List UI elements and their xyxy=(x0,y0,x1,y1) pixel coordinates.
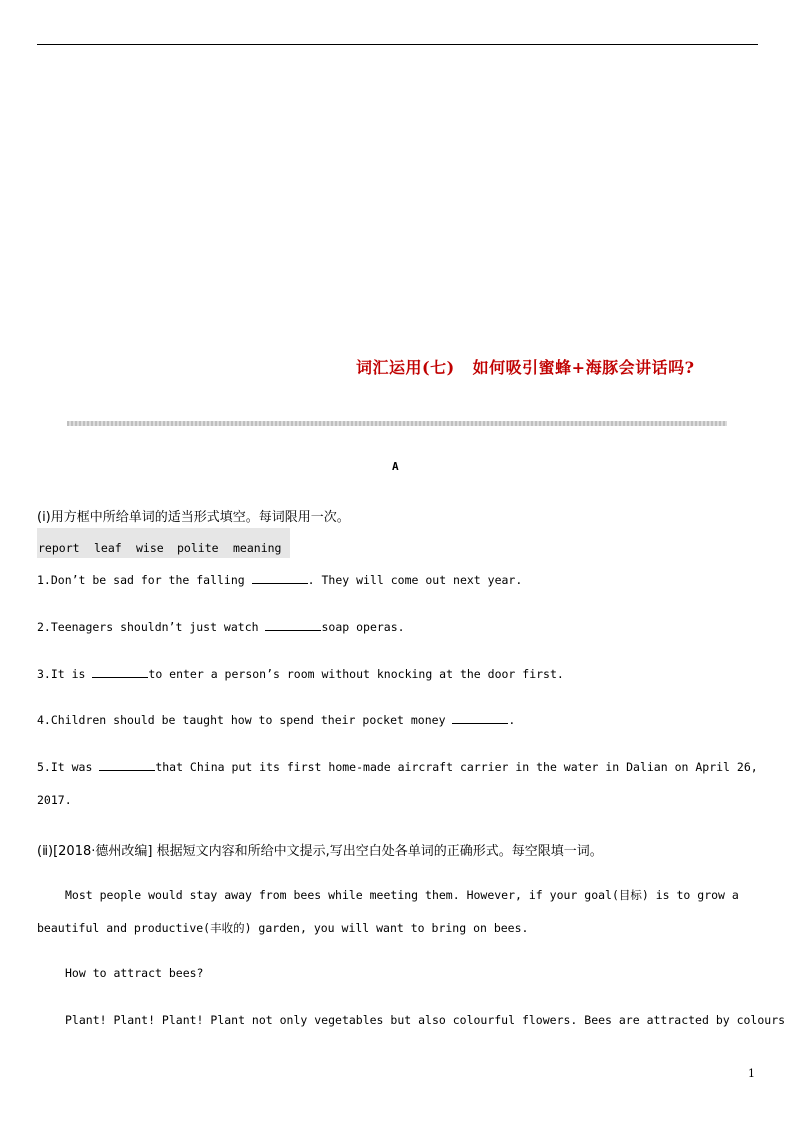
passage-line: How to attract bees? xyxy=(65,966,204,980)
question-1 xyxy=(37,573,522,587)
word-box-word: leaf xyxy=(94,541,122,555)
question-text: that China put its first home-made aircraft carrier in the water in Dalian on April 26, xyxy=(155,760,758,774)
passage-line: Most people would stay away from bees while meeting them. However, if your goal(目标) is to grow a xyxy=(65,888,739,902)
title-right: 如何吸引蜜蜂+海豚会讲话吗? xyxy=(472,358,695,377)
answer-blank[interactable] xyxy=(252,573,308,584)
question-text: 5.It was xyxy=(37,760,100,774)
page-number: 1 xyxy=(748,1067,755,1080)
answer-blank[interactable] xyxy=(265,620,321,631)
answer-blank[interactable] xyxy=(99,760,155,771)
passage-line: beautiful and productive(丰收的) garden, you will want to bring on bees. xyxy=(37,921,529,935)
part1-heading: (ⅰ)用方框中所给单词的适当形式填空。每词限用一次。 xyxy=(37,510,350,525)
question-text: 3.It is xyxy=(37,667,93,681)
page-title xyxy=(356,355,776,378)
question-text: . xyxy=(508,713,516,727)
answer-blank[interactable] xyxy=(452,713,508,724)
header-rule xyxy=(37,44,758,45)
word-box-word: report xyxy=(38,541,80,555)
word-box-word: wise xyxy=(136,541,164,555)
question-text: 2.Teenagers shouldn’t just watch xyxy=(37,620,266,634)
word-box-word: polite xyxy=(177,541,219,555)
question-text: 4.Children should be taught how to spend their pocket money xyxy=(37,713,453,727)
question-text: . They will come out next year. xyxy=(307,573,523,587)
title-divider xyxy=(67,421,727,426)
question-4 xyxy=(37,713,515,727)
section-label: A xyxy=(392,460,399,473)
question-5-continuation: 2017. xyxy=(37,793,72,807)
question-text: 1.Don’t be sad for the falling xyxy=(37,573,252,587)
word-box-word: meaning xyxy=(233,541,282,555)
word-box xyxy=(37,528,290,558)
question-2 xyxy=(37,620,405,634)
question-text: soap operas. xyxy=(321,620,405,634)
part2-heading: (ⅱ)[2018·德州改编] 根据短文内容和所给中文提示,写出空白处各单词的正确形式。每空限填一词。 xyxy=(37,844,603,859)
passage-line: Plant! Plant! Plant! Plant not only vegetables but also colourful flowers. Bees are attracted by colours xyxy=(65,1013,786,1027)
title-left: 词汇运用(七) xyxy=(356,358,455,377)
answer-blank[interactable] xyxy=(92,667,148,678)
question-3 xyxy=(37,667,564,681)
question-text: to enter a person’s room without knocking at the door first. xyxy=(148,667,564,681)
question-5 xyxy=(37,760,758,774)
